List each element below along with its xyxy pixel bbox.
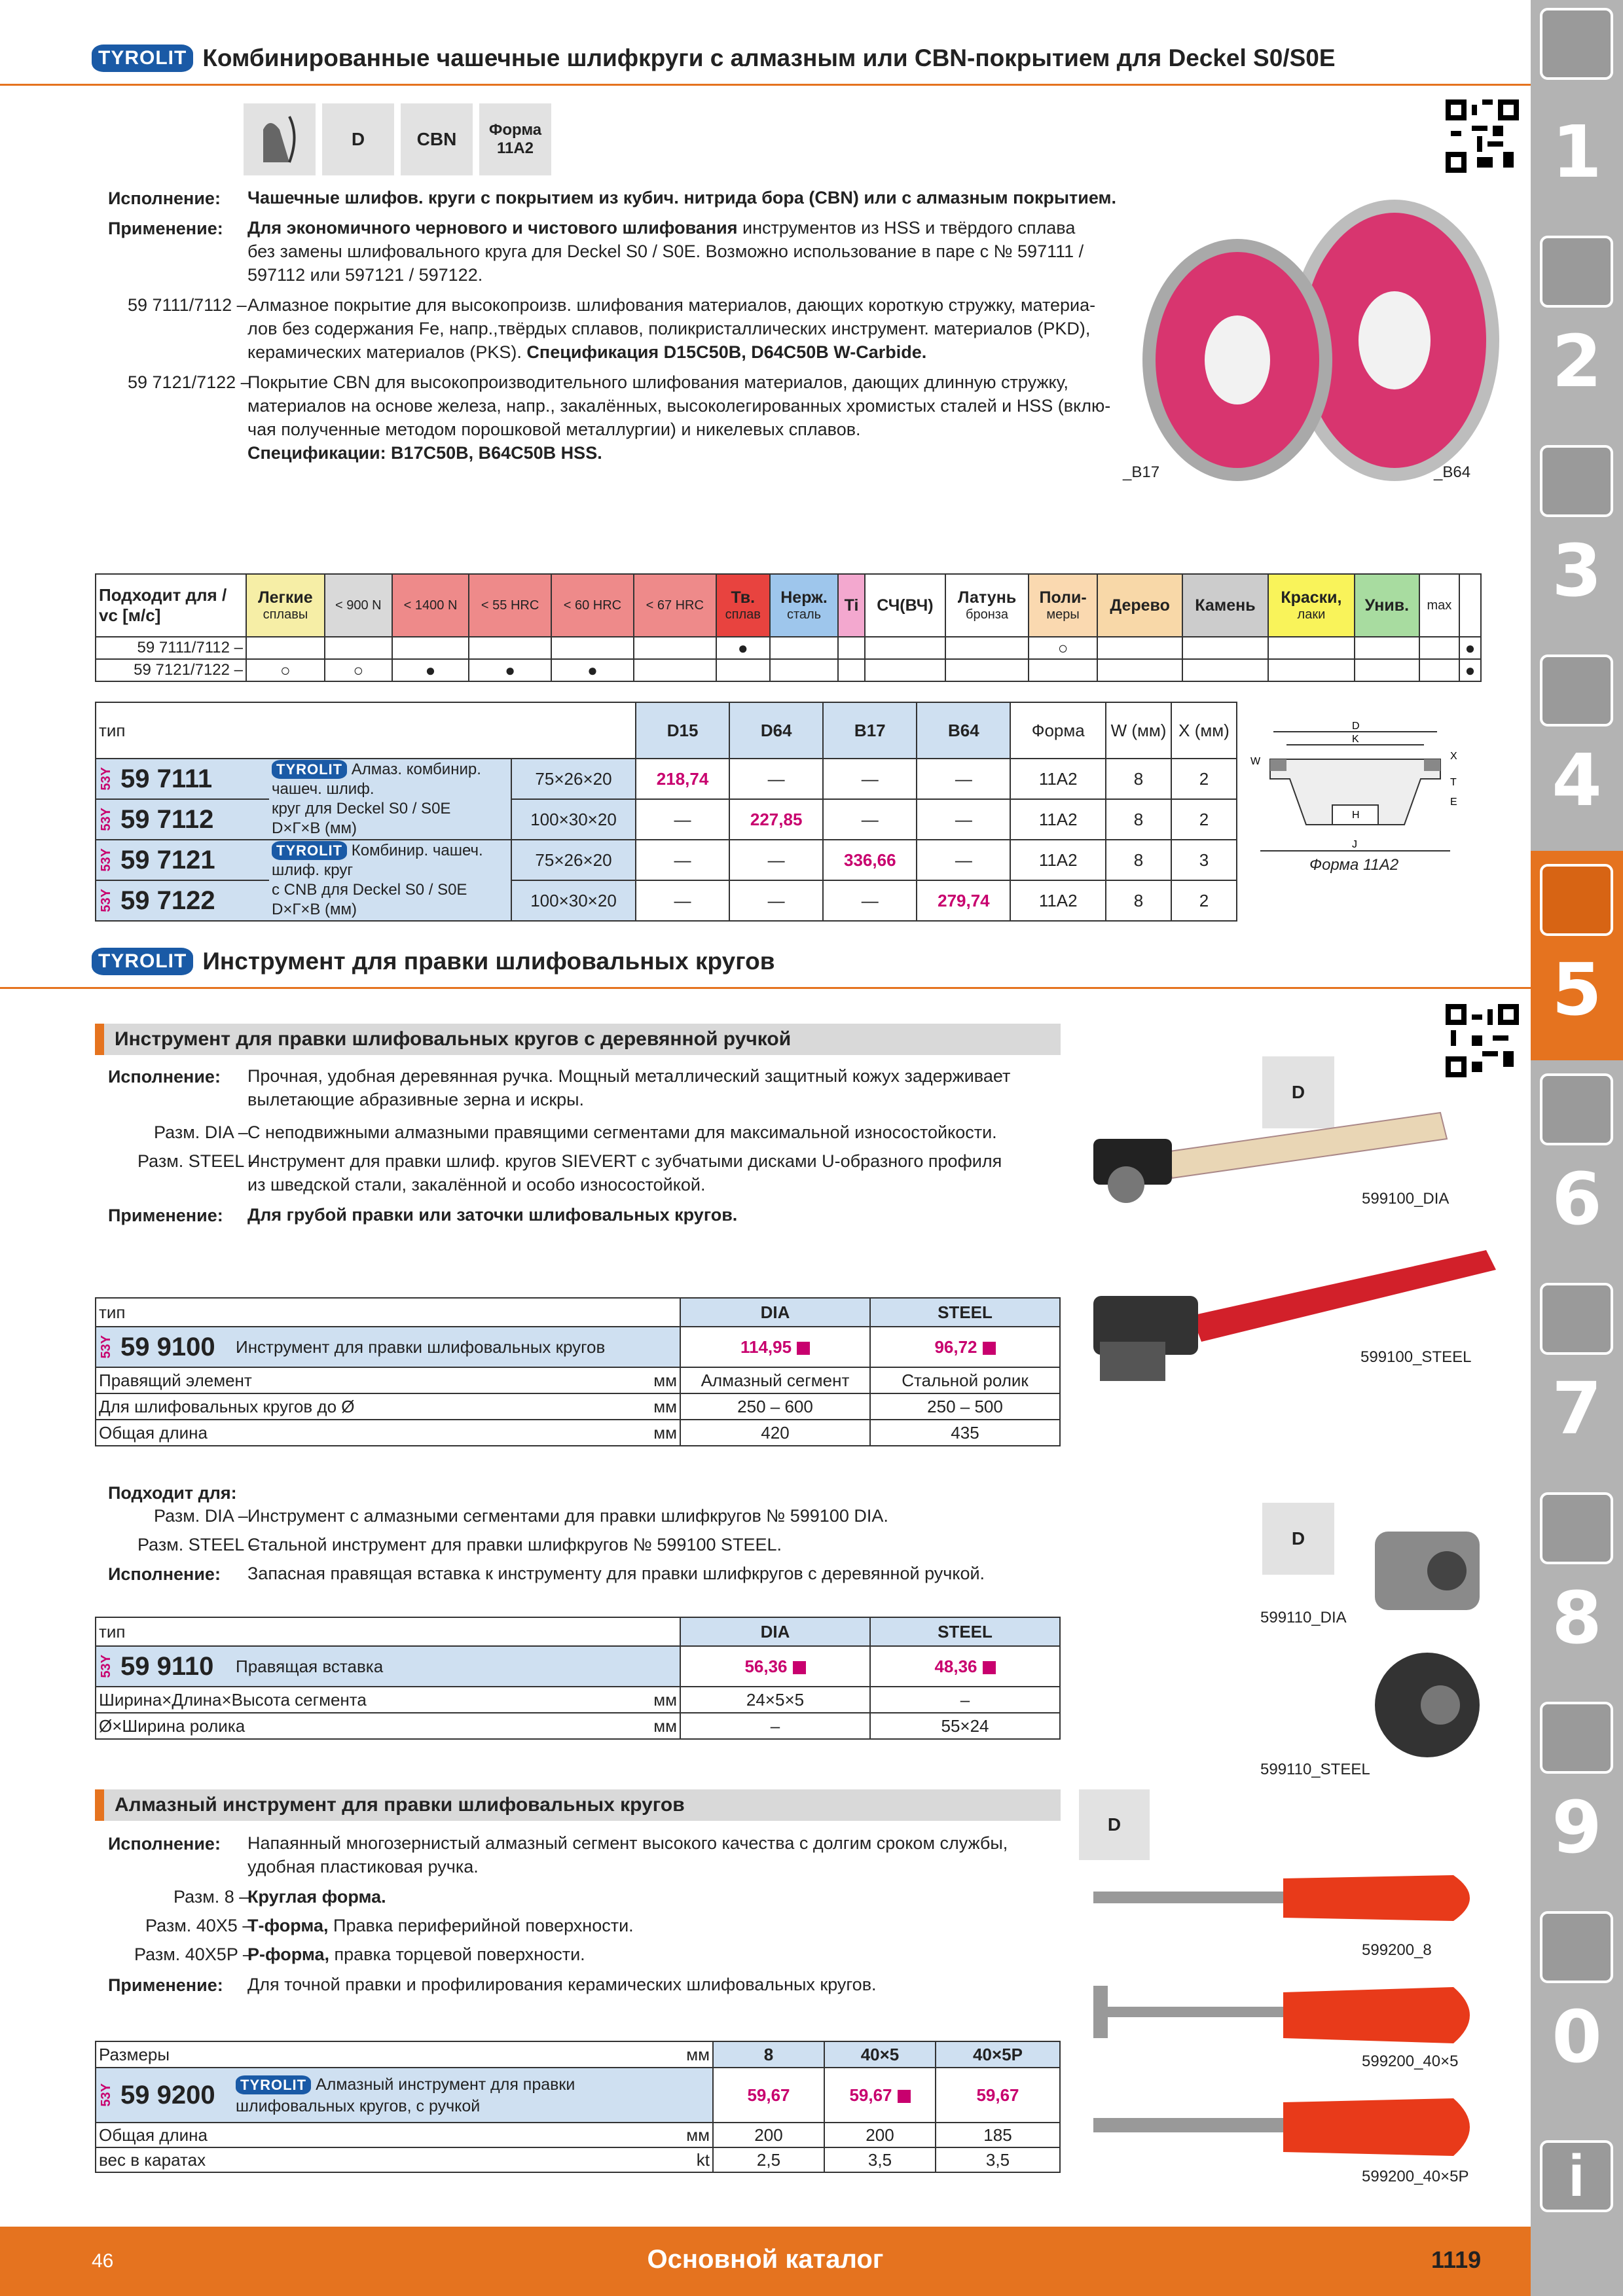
table-row: 53Y 59 9200 TYROLIT Алмазный инструмент для правки шлифовальных кругов, с ручкой 59,67 59,67 59,67 [96, 2068, 1060, 2123]
material-mark [634, 637, 716, 659]
material-col: Унив. [1355, 574, 1419, 637]
badge-d: D [322, 103, 394, 175]
material-mark [770, 659, 838, 681]
diagram-caption: Форма 11A2 [1309, 856, 1399, 874]
table-row: 53Y 59 9100 Инструмент для правки шлифовальных кругов 114,95 96,72 [96, 1327, 1060, 1367]
material-mark [945, 659, 1029, 681]
text-primenenie: Для экономичного чернового и чистового шлифования инструментов из HSS и твёрдого сплава [247, 218, 1076, 238]
diamond-tool-40x5p-image [1087, 2094, 1493, 2160]
footer [0, 2227, 1531, 2296]
material-mark [865, 637, 945, 659]
material-col: Краски, лаки [1268, 574, 1355, 637]
label-dia: Разм. DIA – [154, 1122, 248, 1142]
pliers-icon[interactable] [1540, 1283, 1613, 1355]
text-primenenie: Для грубой правки или заточки шлифовальных кругов. [247, 1205, 738, 1225]
image-caption-b17: _B17 [1123, 463, 1160, 481]
section-header-2 [92, 948, 775, 975]
section-title-2: Инструмент для правки шлифовальных кругов [202, 948, 775, 975]
material-mark [1419, 659, 1459, 681]
chapter-6[interactable]: 6 [1552, 1157, 1602, 1241]
chapter-8[interactable]: 8 [1552, 1576, 1602, 1660]
dresser-steel-image [1087, 1244, 1512, 1394]
insert-steel-image [1362, 1649, 1493, 1761]
cup-wheels-image [1133, 196, 1499, 504]
text-ispolnenie: Напаянный многозернистый алмазный сегмент высокого качества с долгим сроком службы, [247, 1833, 1008, 1853]
wrench-icon[interactable] [1540, 1073, 1613, 1145]
grinding-icon [244, 103, 316, 175]
label-podhodit: Подходит для: [108, 1483, 237, 1503]
material-col: Поли- меры [1029, 574, 1097, 637]
tyrolit-logo: TYROLIT [92, 45, 193, 72]
material-col: Тв. сплав [716, 574, 770, 637]
label-597121: 59 7121/7122 – [128, 372, 251, 392]
material-mark [1419, 637, 1459, 659]
material-mark: ● [1459, 659, 1481, 681]
diamond-tool-40x5-image [1087, 1979, 1493, 2051]
material-mark [1268, 637, 1355, 659]
material-col: Нерж. сталь [770, 574, 838, 637]
svg-text:J: J [1352, 839, 1357, 850]
text-ispolnenie: Чашечные шлифов. круги с покрытием из кубич. нитрида бора (CBN) или с алмазным покрытием. [247, 188, 1116, 207]
table-row: Общая длина мм 420 435 [96, 1420, 1060, 1446]
text-597121-4: Спецификации: B17C50B, B64C50B HSS. [247, 443, 602, 463]
label-ispolnenie: Исполнение: [108, 1834, 221, 1854]
label-ispolnenie: Исполнение: [108, 1564, 221, 1584]
section-title-1: Комбинированные чашечные шлифкруги с алмазным или CBN-покрытием для Deckel S0/S0E [202, 45, 1336, 71]
material-mark: ● [551, 659, 634, 681]
material-mark: ○ [1029, 637, 1097, 659]
svg-text:D: D [1352, 721, 1360, 732]
text-597121-2: материалов на основе железа, напр., закалённых, высоколегированных хромистых сталей и HSS (вклю- [247, 396, 1111, 416]
material-mark [1182, 637, 1268, 659]
label-primenenie: Применение: [108, 1206, 223, 1225]
material-mark: ● [392, 659, 469, 681]
chapter-4[interactable]: 4 [1552, 738, 1602, 822]
product-table-1: тип D15 D64 B17 B64 Форма W (мм) X (мм) 53Y 59 7111 TYROLIT Алмаз. комбинир. чашеч. шлиф. круг для Deckel S0 / S0E D×Г×В (мм) 75×26×20 218,74 — — — 11A2 8 2 53Y 59 7112 100×30×20 — 227,85 — — 11A2 8 2 53Y 59 7121 TYROLIT Комбинир. чашеч. шлиф. круг с CNB для Deckel S0 / S0E D×Г×В (мм) 75×26×20 — — 336,66 — 11A2 8 3 53Y 59 7122 100×30×20 — — — 279,74 11A2 8 2 [95, 702, 1237, 922]
material-mark [1029, 659, 1097, 681]
material-col: СЧ(ВЧ) [865, 574, 945, 637]
divider [0, 84, 1531, 86]
material-table: Подходит для / vc [м/с] Легкие сплавы < 900 N < 1400 N < 55 HRC < 60 HRC < 67 HRC Тв. сплав Нерж. сталь Ti СЧ(ВЧ) Латунь бронза Поли- меры Дерево Камень Краски, лаки Унив. max 59 7111/7112 – ● ○ ● 59 7121/7122 – ○ ○ ● ● ● ● [95, 573, 1482, 682]
tyrolit-logo: TYROLIT [92, 948, 193, 975]
product-table-2: тип DIA STEEL 53Y 59 9100 Инструмент для правки шлифовальных кругов 114,95 96,72 Правящий элемент мм Алмазный сегмент Стальной ролик Для шлифовальных кругов до Ø мм 250 – 600 250 – 500 Общая длина мм 420 435 [95, 1297, 1061, 1446]
text-ispolnenie: Прочная, удобная деревянная ручка. Мощный металлический защитный кожух задерживает [247, 1066, 1011, 1086]
material-col: < 67 HRC [634, 574, 716, 637]
drill-icon[interactable] [1540, 8, 1613, 80]
material-mark: ● [1459, 637, 1481, 659]
divider [0, 987, 1531, 989]
page-number-right: 1119 [1431, 2246, 1482, 2273]
page-number-left: 46 [92, 2250, 114, 2272]
image-caption: 599100_STEEL [1360, 1348, 1472, 1366]
text-597121-3: чая полученные методом порошковой металлургии) и никелевых сплавов. [247, 420, 861, 439]
grinding-disc-icon[interactable] [1540, 864, 1613, 936]
table-row: 53Y 59 7121 TYROLIT Комбинир. чашеч. шлиф. круг с CNB для Deckel S0 / S0E D×Г×В (мм) 75×26×20 — — 336,66 — 11A2 8 3 [96, 840, 1237, 880]
material-col: Латунь бронза [945, 574, 1029, 637]
chapter-2[interactable]: 2 [1552, 319, 1602, 403]
material-mark: ○ [325, 659, 392, 681]
chapter-9[interactable]: 9 [1552, 1785, 1602, 1869]
material-mark [1097, 659, 1182, 681]
text-ispolnenie-2: удобная пластиковая ручка. [247, 1857, 479, 1876]
material-col: < 55 HRC [469, 574, 551, 637]
material-mark [469, 637, 551, 659]
image-caption: 599200_40×5 [1362, 2053, 1459, 2070]
material-mark [1268, 659, 1355, 681]
text-dia: С неподвижными алмазными правящими сегментами для максимальной износостойкости. [247, 1122, 997, 1142]
text-597121-1: Покрытие CBN для высокопроизводительного шлифования материалов, дающих длинную стружку, [247, 372, 1068, 392]
table-row: 59 7111/7112 – ● ○ ● [96, 637, 1481, 659]
label-dia: Разм. DIA – [154, 1506, 248, 1526]
info-icon[interactable]: i [1540, 2140, 1613, 2212]
text-597111-3: керамических материалов (PKS). Спецификация D15C50B, D64C50B W-Carbide. [247, 342, 927, 362]
material-mark [551, 637, 634, 659]
table-row: 53Y 59 7112 100×30×20 — 227,85 — — 11A2 8 2 [96, 799, 1237, 840]
material-mark: ● [716, 637, 770, 659]
text-r40: Т-форма, Правка периферийной поверхности. [247, 1916, 634, 1935]
badge-d: D [1079, 1789, 1150, 1860]
chapter-5[interactable]: 5 [1552, 948, 1602, 1031]
text-primenenie-3: 597112 или 597121 / 597122. [247, 265, 483, 285]
text-597111-2: лов без содержания Fe, напр.,твёрдых сплавов, поликристаллических инструмент. материалов (PKD), [247, 319, 1091, 338]
material-mark [945, 637, 1029, 659]
caliper-icon[interactable] [1540, 655, 1613, 726]
table-row: Для шлифовальных кругов до Ø мм 250 – 600 250 – 500 [96, 1393, 1060, 1420]
insert-dia-image [1362, 1518, 1493, 1617]
badge-d: D [1262, 1056, 1334, 1128]
chuck-icon[interactable] [1540, 445, 1613, 517]
material-mark [716, 659, 770, 681]
qr-code-icon[interactable] [1446, 1004, 1519, 1077]
text-steel: Стальной инструмент для правки шлифкругов № 599100 STEEL. [247, 1535, 782, 1554]
qr-code-icon[interactable] [1446, 99, 1519, 173]
material-col: Легкие сплавы [246, 574, 325, 637]
material-mark [1182, 659, 1268, 681]
text-ispolnenie-2: вылетающие абразивные зерна и искры. [247, 1090, 585, 1109]
image-caption: 599100_DIA [1362, 1190, 1450, 1208]
label-r8: Разм. 8 – [173, 1887, 249, 1907]
material-col [1459, 574, 1481, 637]
image-caption: 599110_DIA [1260, 1609, 1347, 1626]
insert-icon[interactable] [1540, 236, 1613, 308]
material-col: Камень [1182, 574, 1268, 637]
material-col: Ti [838, 574, 865, 637]
badge-cbn: CBN [401, 103, 473, 175]
label-primenenie: Применение: [108, 219, 223, 238]
image-caption-b64: _B64 [1434, 463, 1471, 481]
text-steel-2: из шведской стали, закалённой и особо износостойкой. [247, 1175, 706, 1194]
toolset-icon[interactable] [1540, 1492, 1613, 1564]
table-row: Ø×Ширина ролика мм – 55×24 [96, 1713, 1060, 1739]
svg-text:W: W [1250, 756, 1261, 767]
material-col: max [1419, 574, 1459, 637]
material-col: < 900 N [325, 574, 392, 637]
badge-form: Форма 11A2 [479, 103, 551, 175]
text-597111-1: Алмазное покрытие для высокопроизв. шлифования материалов, дающих короткую стружку, материа- [247, 295, 1096, 315]
chapter-0[interactable]: 0 [1552, 1995, 1602, 2079]
text-primenenie: Для точной правки и профилирования керамических шлифовальных кругов. [247, 1975, 877, 1994]
material-mark [392, 637, 469, 659]
table-row: 53Y 59 7111 TYROLIT Алмаз. комбинир. чашеч. шлиф. круг для Deckel S0 / S0E D×Г×В (мм) 75×26×20 218,74 — — — 11A2 8 2 [96, 759, 1237, 799]
material-mark: ● [469, 659, 551, 681]
label-steel: Разм. STEEL – [137, 1535, 259, 1554]
material-mark [1355, 637, 1419, 659]
label-r40p: Разм. 40X5P – [134, 1945, 253, 1964]
text-r8: Круглая форма. [247, 1887, 386, 1907]
text-dia: Инструмент с алмазными сегментами для правки шлифкругов № 599100 DIA. [247, 1506, 888, 1526]
image-caption: 599110_STEEL [1260, 1761, 1370, 1778]
form-11a2-diagram [1247, 713, 1463, 870]
table-row: вес в каратах kt 2,5 3,5 3,5 [96, 2147, 1060, 2172]
cabinet-icon[interactable] [1540, 1702, 1613, 1774]
label-ispolnenie: Исполнение: [108, 188, 221, 208]
svg-text:H: H [1352, 810, 1360, 821]
material-mark [1355, 659, 1419, 681]
table-row: 53Y 59 7122 100×30×20 — — — 279,74 11A2 8 2 [96, 880, 1237, 921]
material-mark [246, 637, 325, 659]
section-header-1 [92, 45, 1336, 72]
material-col: < 60 HRC [551, 574, 634, 637]
material-col: < 1400 N [392, 574, 469, 637]
label-597111: 59 7111/7112 – [128, 295, 247, 315]
material-mark [1097, 637, 1182, 659]
catalog-title: Основной каталог [647, 2245, 884, 2274]
chapter-3[interactable]: 3 [1552, 529, 1602, 613]
svg-text:K: K [1352, 734, 1359, 745]
subsection-bar-2: Алмазный инструмент для правки шлифовальных кругов [95, 1789, 1061, 1821]
material-mark [634, 659, 716, 681]
text-r40p: Р-форма, правка торцевой поверхности. [247, 1945, 585, 1964]
chapter-1[interactable]: 1 [1552, 110, 1602, 194]
material-mark [838, 637, 865, 659]
image-caption: 599200_8 [1362, 1941, 1432, 1959]
diamond-tool-8-image [1087, 1872, 1493, 1924]
material-mark [865, 659, 945, 681]
table-row: 53Y 59 9110 Правящая вставка 56,36 48,36 [96, 1646, 1060, 1687]
label-steel: Разм. STEEL – [137, 1151, 259, 1171]
text-steel: Инструмент для правки шлиф. кругов SIEVERT с зубчатыми дисками U-образного профиля [247, 1151, 1002, 1171]
table-row: Ширина×Длина×Высота сегмента мм 24×5×5 – [96, 1687, 1060, 1713]
svg-text:E: E [1450, 797, 1457, 808]
image-caption: 599200_40×5P [1362, 2168, 1469, 2185]
table-row: Общая длина мм 200 200 185 [96, 2123, 1060, 2147]
material-mark [838, 659, 865, 681]
svg-text:X: X [1450, 751, 1457, 762]
badge-d: D [1262, 1503, 1334, 1575]
text-primenenie-2: без замены шлифовального круга для Deckel S0 / S0E. Возможно использование в паре с № 597111 / [247, 242, 1084, 261]
table-row: 59 7121/7122 – ○ ○ ● ● ● ● [96, 659, 1481, 681]
safety-icon[interactable] [1540, 1911, 1613, 1983]
product-table-4: Размеры мм 8 40×5 40×5P 53Y 59 9200 TYROLIT Алмазный инструмент для правки шлифовальных кругов, с ручкой 59,67 59,67 59,67 Общая длина мм 200 200 185 вес в каратах kt 2,5 3,5 3,5 [95, 2041, 1061, 2173]
material-mark [325, 637, 392, 659]
table-row: Правящий элемент мм Алмазный сегмент Стальной ролик [96, 1367, 1060, 1393]
label-ispolnenie: Исполнение: [108, 1067, 221, 1086]
subsection-bar-1: Инструмент для правки шлифовальных кругов с деревянной ручкой [95, 1024, 1061, 1055]
material-col: Дерево [1097, 574, 1182, 637]
label-primenenie: Применение: [108, 1975, 223, 1995]
material-mark [770, 637, 838, 659]
svg-text:T: T [1450, 777, 1457, 788]
material-mark: ○ [246, 659, 325, 681]
text-ispolnenie: Запасная правящая вставка к инструменту для правки шлифкругов с деревянной ручкой. [247, 1564, 985, 1583]
chapter-7[interactable]: 7 [1552, 1367, 1602, 1450]
product-table-3: тип DIA STEEL 53Y 59 9110 Правящая вставка 56,36 48,36 Ширина×Длина×Высота сегмента мм 24×5×5 – Ø×Ширина ролика мм – 55×24 [95, 1617, 1061, 1740]
label-r40: Разм. 40X5 – [145, 1916, 253, 1935]
